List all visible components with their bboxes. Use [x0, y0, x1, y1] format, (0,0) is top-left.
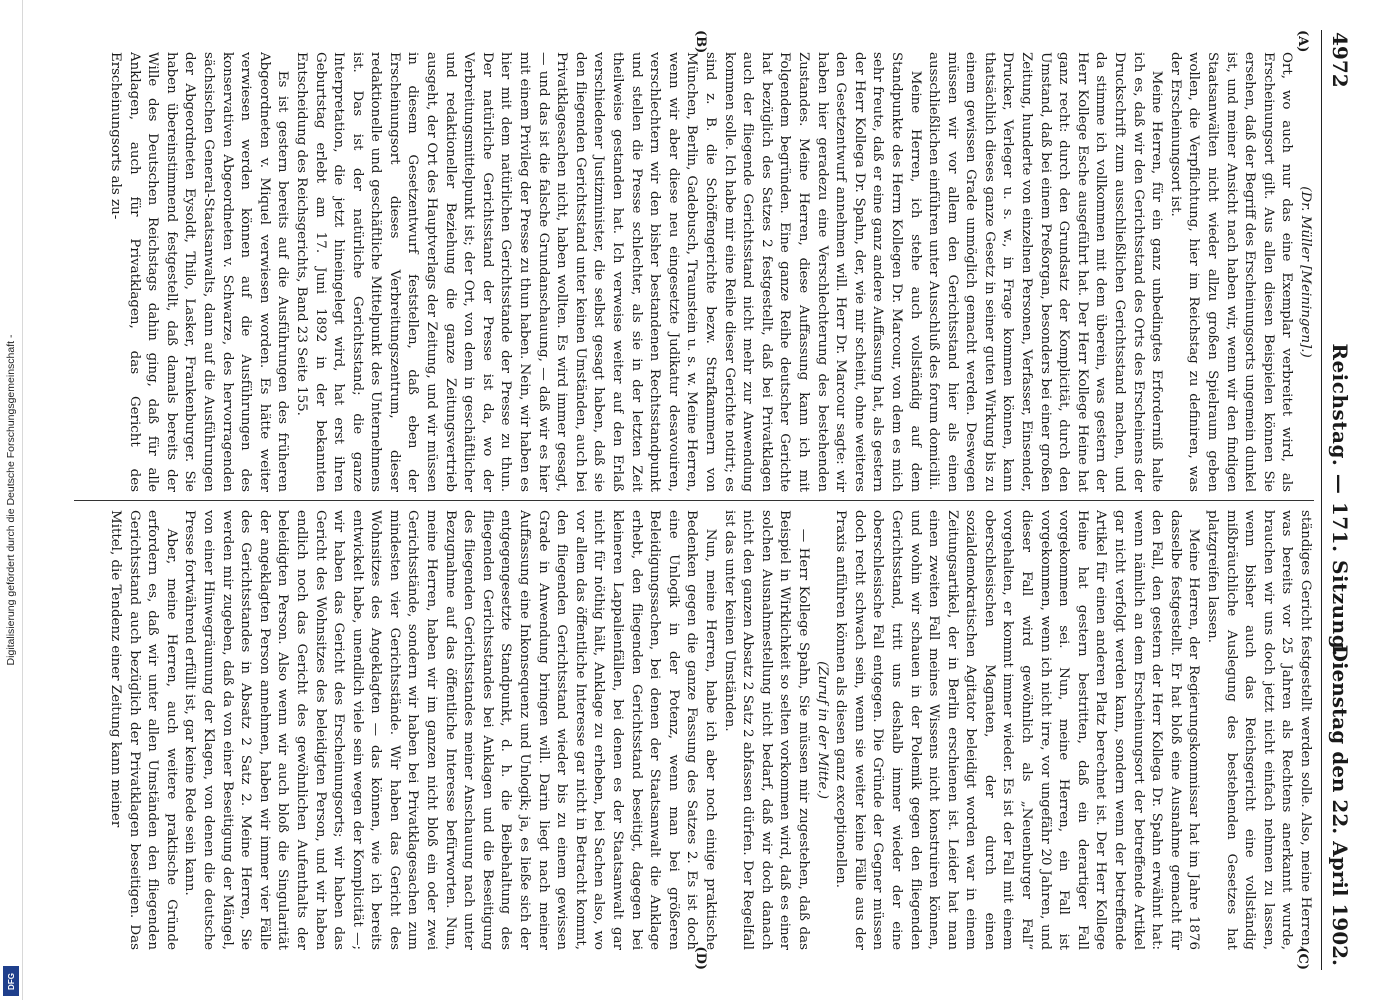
- margin-mark-c: (C): [1295, 947, 1310, 970]
- paragraph: Meine Herren, ich stehe auch vollständig auf dem Standpunkte des Herrn Kollegen Dr. Marcour, von dem es mich sehr freute, daß er eine ganz andere Auffassung hat, als gestern der Herr Kollega Dr. Spahn, der, wie mir scheint, ohne weiteres den Gesetzentwurf annehmen will. Herr Dr. Marcour sagte: wir haben hier geradezu eine Verschlechterung des bestehenden Zustandes. Meine Herren, diese Auffassung kann ich mit Folgendem begründen. Eine ganze Reihe deutscher Gerichte hat bezüglich des Satzes 2 festgestellt, daß bei Privatklagen auch der fliegende Gerichtsstand nicht mehr zur Anwendung kommen solle. Ich habe mir eine Reihe dieser Gerichte notirt; es sind z. B. die Schöffengerichte bezw. Strafkammern von München, Berlin, Gadebusch, Traunstein u. s. w. Meine Herren, wenn wir aber diese neu eingesetzte Judikatur desavouiren, verschlechtern wir den bisher bestandenen Rechtsstandpunkt und stellen die Presse schlechter, als sie in der letzten Zeit theilweise gestanden hat. Ich verweise weiter auf den Erlaß verschiedener Justizminister, die selbst gesagt haben, daß sie den fliegenden Gerichtsstand unter keinen Umständen, auch bei Privatklagesachen nicht, haben wollten. Es wird immer gesagt, — und das ist die falsche Grundanschauung, — daß wir es hier mit einem Privileg der Presse zu thun haben. Nein, wir haben es hier mit dem natürlichen Gerichtsstande der Presse zu thun. Der natürliche Gerichtsstand der Presse ist da, wo der Verbreitungsmittelpunkt ist; der Ort, von dem in geschäftlicher und redaktioneller Beziehung die ganze Zeitungsvertrieb ausgeht, der Ort des Hauptverlags der Zeitung, und wir müssen in diesem Gesetzentwurf feststellen, daß eben der Erscheinungsort dieses Verbreitungszentrum, dieser redaktionelle und geschäftliche Mittelpunkt des Unternehmens ist. Das ist der natürliche Gerichtsstand; die ganze Interpretation, die jetzt hineingelegt wird, hat erst ihren Geburtstag erlebt am 17. Juni 1892 in der bekannten Entscheidung des Reichsgerichts, Band 23 Seite 155.: [293, 52, 923, 492]
- right-column: [74, 510, 1314, 950]
- session-date: Dienstag den 22. April 1902.: [1328, 644, 1352, 966]
- paragraph: Aber, meine Herren, auch weitere praktische Gründe erfordern es, daß wir unter allen Umständen den fliegenden Gerichtsstand auch bezüglich der Privatklagen beseitigen. Das Mittel, die Tendenz einer Zeitung kann meiner: [108, 510, 179, 950]
- scanned-page-viewport: [28, 0, 1397, 1000]
- paragraph: Meine Herren, der Regierungskommissar hat im Jahre 1876 dasselbe festgestellt. Er hat bloß eine Ausnahme gemacht für den Fall, den gestern der Herr Kollega Dr. Spahn erwähnt hat: wenn nämlich an dem Erscheinungsort der betreffende Artikel gar nicht verfolgt werden kann, sondern wenn der betreffende Artikel für einen anderen Platz berechnet ist. Der Herr Kollege Heine hat gestern bestritten, daß ein derartiger Fall vorgekommen sei. Nun, meine Herren, ein Fall ist vorgekommen, wenn ich nicht irre, vor ungefähr 20 Jahren, und dieser Fall wird gewöhnlich als „Neuenburger Fall“ vorgehalten, er kommt immer wieder. Es ist der Fall mit einem oberschlesischen Magnaten, der durch einen sozialdemokratischen Agitator beleidigt worden war in einem Zeitungsartikel, der in Berlin erschienen ist. Leider hat man einen zweiten Fall meines Wissens nicht konstruiren können, und wohin wir schauen in der Polemik gegen den fliegenden Gerichtsstand, tritt uns deshalb immer wieder der eine oberschlesische Fall entgegen. Die Gründe der Gegner müssen doch recht schwach sein, wenn sie weiter keine Fälle aus der Praxis anführen können als diesen ganz exceptionellen.: [833, 510, 1202, 950]
- credit-text: Digitalisierung gefördert durch die Deutsche Forschungsgemeinschaft -: [5, 334, 17, 666]
- interjection: (Zuruf in der Mitte.): [814, 661, 830, 799]
- margin-mark-a: (A): [1295, 30, 1310, 53]
- paragraph: ständiges Gericht festgestellt werden solle. Also, meine Herren, was bereits vor 25 Jahren als Rechtens anerkannt wurde, brauchen wir uns doch jetzt nicht einfach nehmen zu lassen, wenn bisher auch das Reichsgericht eine vollständig mißbräuchliche Auslegung des bestehenden Gesetzes hat platzgreifen lassen.: [1205, 510, 1313, 950]
- paragraph: Nun, meine Herren, habe ich aber noch einige praktische Bedenken gegen die ganze Fassung des Satzes 2. Es ist doch eine Unlogik in der Potenz, wenn man bei größeren Beleidigungssachen, bei denen der Staatsanwalt die Anklage erhebt, den fliegenden Gerichtsstand beseitigt, dagegen bei kleineren Lappalienfällen, bei denen es der Staatsanwalt gar nicht für nöthig hält, Anklage zu erheben, bei Sachen also, wo vor allem das öffentliche Interesse gar nicht in Betracht kommt, den fliegenden Gerichtsstand wieder bis zu einem gewissen Grade in Anwendung bringen will. Darin liegt nach meiner Auffassung eine Inkonsequenz und Unlogik; ja, es ließe sich der entgegengesetzte Standpunkt, d. h. die Beibehaltung des fliegenden Gerichtsstandes bei Anklagen und die Beseitigung des fliegenden Gerichtsstandes meiner Anschauung nach unter Bezugnahme auf das öffentliche Interesse befürworten. Nun, meine Herren, haben wir im ganzen nicht bloß ein oder zwei Gerichtsstände, sondern wir haben bei Privatklagesachen zum mindesten vier Gerichtsstände. Wir haben das Gericht des Wohnsitzes des Angeklagten — das können, wie ich bereits entwickelt habe, unendlich viele sein wegen der Komplicität —; wir haben das Gericht des Erscheinungsorts; wir haben das Gericht des Wohnsitzes des beleidigten Person, und wir haben endlich noch das Gericht des gewöhnlichen Aufenthalts der beleidigten Person. Also wenn wir auch bloß die Singularität der angeklagten Person annehmen, haben wir immer vier Fälle des Gerichtsstandes in Absatz 2 Satz 2. Meine Herren, Sie werden mir zugeben, daß da von einer Beseitigung der Mängel, von einer Hinwegräumung der Klagen, von denen die deutsche Presse fortwährend erfüllt ist, gar keine Rede sein kann.: [182, 510, 718, 950]
- digitization-credit-strip: [0, 0, 23, 1000]
- dfg-logo: [3, 966, 19, 996]
- paragraph: — Herr Kollege Spahn, Sie müssen mir zugestehen, daß das Beispiel in Wirklichkeit so selten vorkommen wird, daß es einer solchen Ausnahmestellung nicht bedarf, daß wir doch danach nicht den ganzen Absatz 2 Satz 2 abfassen dürfen. Der Regelfall ist das unter keinen Umständen.: [721, 510, 811, 950]
- logo-text: DFG: [6, 972, 16, 990]
- paragraph: Ort, wo auch nur das eine Exemplar verbreitet wird, als Erscheinungsort gilt. Aus allen diesen Beispielen können Sie ersehen, daß der Begriff des Erscheinungsorts ungemein dunkel ist, und meiner Ansicht nach haben wir, wenn wir den findigen Staatsanwälten nicht wieder allzu großen Spielraum geben wollen, die Verpflichtung, hier im Reichstag zu definiren, was der Erscheinungsort ist.: [1167, 52, 1295, 492]
- paragraph: Meine Herren, für ein ganz unbedingtes Erforderniß halte ich es, daß wir den Gerichtsstand des Orts des Erscheinens der Druckschrift zum ausschließlichen Gerichtsstand machen, und da stimme ich vollkommen mit dem überein, was gestern der Herr Kollege Esche ausgeführt hat. Der Herr Kollege Heine hat ganz recht: durch den Grundsatz der Komplicität, durch den Umstand, daß bei einem Preßorgan, besonders bei einer großen Zeitung, hunderte von einzelnen Personen, Verfasser, Einsender, Drucker, Verleger u. s. w., in Frage kommen können, kann thatsächlich dieses ganze Gesetz in seiner guten Wirkung bis zu einem gewissen Grade unmöglich gemacht werden. Deswegen müssen wir vor allem den Gerichtsstand hier als einen ausschließlichen einführen unter Ausschluß des forum domicilii.: [926, 52, 1165, 492]
- speaker-line: (Dr. Müller [Meiningen].): [1298, 186, 1313, 358]
- session-title: Reichstag. — 171. Sitzung.: [1328, 343, 1352, 657]
- margin-mark-b: (B): [693, 30, 708, 54]
- paragraph: Es ist gestern bereits auf die Ausführungen des früheren Abgeordneten v. Miquel verwiesen worden. Es hätte weiter verwiesen werden können auf die Ausführungen des konservativen Abgeordneten v. Schwarze, des hervorragenden sächsischen General-Staatsanwalts, dann auf die Ausführungen der Abgeordneten Eysoldt, Thilo, Lasker, Frankenburger. Sie haben übereinstimmend festgestellt, daß damals bereits der Wille des Deutschen Reichstags dahin ging, daß für alle Anklagen, auch für Privatklagen, das Gericht des Erscheinungsorts als zu-: [108, 52, 291, 492]
- page-number: 4972: [1328, 32, 1352, 88]
- page-header: [1321, 30, 1358, 970]
- newspaper-page: [68, 30, 1358, 970]
- left-column: [74, 52, 1314, 492]
- column-divider: [74, 500, 1314, 501]
- margin-mark-d: (D): [693, 946, 708, 970]
